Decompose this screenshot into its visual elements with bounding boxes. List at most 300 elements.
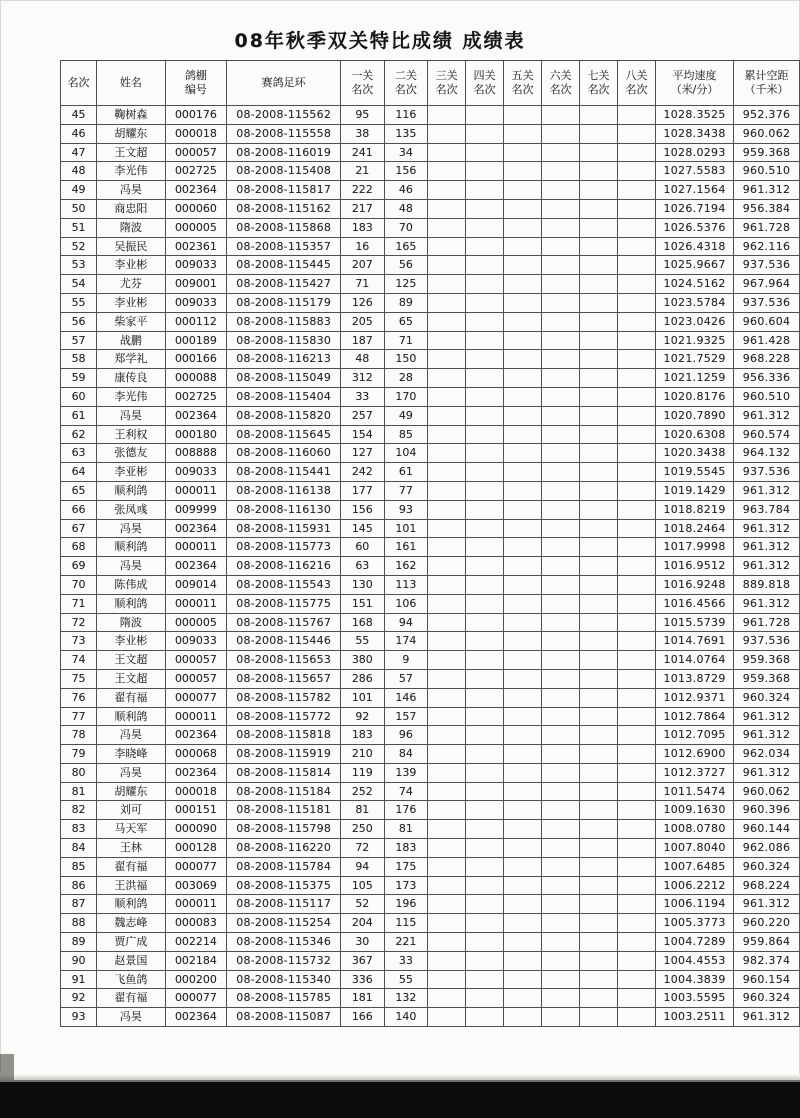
table-row xyxy=(61,293,800,312)
table-row xyxy=(61,651,800,670)
table-cell xyxy=(542,989,580,1008)
table-cell: 94 xyxy=(341,857,385,876)
table-cell: 魏志峰 xyxy=(97,914,165,933)
table-cell: 003069 xyxy=(165,876,227,895)
table-cell: 92 xyxy=(341,707,385,726)
table-cell: 83 xyxy=(61,820,97,839)
table-cell xyxy=(618,463,656,482)
table-cell xyxy=(504,425,542,444)
table-cell xyxy=(542,951,580,970)
table-cell: 002364 xyxy=(165,763,227,782)
table-cell xyxy=(580,669,618,688)
table-cell xyxy=(428,500,466,519)
table-cell: 1004.4553 xyxy=(656,951,734,970)
table-cell: 李业彬 xyxy=(97,632,165,651)
table-row xyxy=(61,895,800,914)
table-cell: 1006.1194 xyxy=(656,895,734,914)
table-cell xyxy=(504,312,542,331)
table-cell xyxy=(428,782,466,801)
header-cell: 五关 名次 xyxy=(504,61,542,106)
table-cell: 000057 xyxy=(165,651,227,670)
table-cell xyxy=(504,669,542,688)
table-cell xyxy=(428,331,466,350)
table-cell xyxy=(580,726,618,745)
table-cell xyxy=(466,839,504,858)
table-cell xyxy=(618,745,656,764)
table-cell: 1011.5474 xyxy=(656,782,734,801)
table-cell xyxy=(580,895,618,914)
table-cell: 000166 xyxy=(165,350,227,369)
table-cell xyxy=(542,293,580,312)
table-cell: 1018.2464 xyxy=(656,519,734,538)
table-cell: 008888 xyxy=(165,444,227,463)
table-cell: 959.864 xyxy=(734,933,800,952)
table-cell xyxy=(428,745,466,764)
table-cell: 李业彬 xyxy=(97,293,165,312)
table-cell: 1025.9667 xyxy=(656,256,734,275)
table-cell: 002361 xyxy=(165,237,227,256)
table-cell: 132 xyxy=(384,989,428,1008)
table-cell: 937.536 xyxy=(734,256,800,275)
table-cell: 1012.7864 xyxy=(656,707,734,726)
table-cell xyxy=(466,444,504,463)
table-cell: 冯昊 xyxy=(97,1008,165,1027)
table-cell: 78 xyxy=(61,726,97,745)
header-cell: 名次 xyxy=(61,61,97,106)
table-cell: 000077 xyxy=(165,688,227,707)
table-cell: 207 xyxy=(341,256,385,275)
table-cell: 937.536 xyxy=(734,632,800,651)
table-cell xyxy=(580,444,618,463)
table-cell xyxy=(580,124,618,143)
table-cell xyxy=(428,707,466,726)
table-cell xyxy=(580,181,618,200)
table-cell xyxy=(504,1008,542,1027)
table-cell: 翟有福 xyxy=(97,989,165,1008)
table-cell: 000128 xyxy=(165,839,227,858)
table-cell: 79 xyxy=(61,745,97,764)
table-cell: 1020.7890 xyxy=(656,406,734,425)
table-cell xyxy=(428,820,466,839)
table-cell: 08-2008-115181 xyxy=(227,801,341,820)
table-cell xyxy=(466,162,504,181)
table-cell xyxy=(542,933,580,952)
table-cell: 204 xyxy=(341,914,385,933)
table-cell: 286 xyxy=(341,669,385,688)
table-cell: 961.312 xyxy=(734,519,800,538)
table-cell xyxy=(580,594,618,613)
table-cell: 1026.5376 xyxy=(656,218,734,237)
table-cell xyxy=(618,369,656,388)
table-cell: 961.312 xyxy=(734,538,800,557)
table-header-row xyxy=(61,61,800,106)
header-cell: 一关 名次 xyxy=(341,61,385,106)
table-cell: 尤芬 xyxy=(97,275,165,294)
table-cell: 960.154 xyxy=(734,970,800,989)
table-cell: 183 xyxy=(384,839,428,858)
table-cell: 002364 xyxy=(165,557,227,576)
table-cell xyxy=(580,707,618,726)
table-cell: 84 xyxy=(384,745,428,764)
table-cell: 1017.9998 xyxy=(656,538,734,557)
table-cell: 李光伟 xyxy=(97,162,165,181)
table-cell: 91 xyxy=(61,970,97,989)
table-cell: 隋波 xyxy=(97,218,165,237)
table-cell xyxy=(580,331,618,350)
table-cell xyxy=(542,500,580,519)
table-cell: 1014.0764 xyxy=(656,651,734,670)
table-cell xyxy=(428,218,466,237)
table-cell: 146 xyxy=(384,688,428,707)
table-cell: 960.510 xyxy=(734,162,800,181)
table-cell: 1016.4566 xyxy=(656,594,734,613)
table-row xyxy=(61,124,800,143)
table-cell: 08-2008-115427 xyxy=(227,275,341,294)
table-cell: 959.368 xyxy=(734,669,800,688)
table-cell xyxy=(504,124,542,143)
table-cell: 08-2008-115184 xyxy=(227,782,341,801)
table-row xyxy=(61,500,800,519)
table-cell: 960.396 xyxy=(734,801,800,820)
table-cell xyxy=(428,463,466,482)
table-cell xyxy=(428,425,466,444)
table-cell: 李亚彬 xyxy=(97,463,165,482)
table-cell: 08-2008-115784 xyxy=(227,857,341,876)
table-row xyxy=(61,331,800,350)
table-cell xyxy=(504,481,542,500)
table-cell xyxy=(580,538,618,557)
table-cell xyxy=(542,707,580,726)
table-cell xyxy=(428,1008,466,1027)
table-cell xyxy=(428,143,466,162)
table-cell: 冯昊 xyxy=(97,519,165,538)
table-cell: 48 xyxy=(341,350,385,369)
table-cell: 李业彬 xyxy=(97,256,165,275)
table-cell: 95 xyxy=(341,106,385,125)
table-cell: 52 xyxy=(341,895,385,914)
table-cell: 002725 xyxy=(165,162,227,181)
table-cell: 000011 xyxy=(165,481,227,500)
table-cell xyxy=(580,350,618,369)
table-cell: 冯昊 xyxy=(97,726,165,745)
table-cell xyxy=(466,801,504,820)
table-cell: 961.312 xyxy=(734,895,800,914)
table-cell xyxy=(504,538,542,557)
table-cell: 赵景国 xyxy=(97,951,165,970)
table-cell xyxy=(580,857,618,876)
table-cell: 1006.2212 xyxy=(656,876,734,895)
table-cell: 960.144 xyxy=(734,820,800,839)
table-cell xyxy=(580,839,618,858)
table-cell: 000077 xyxy=(165,857,227,876)
table-cell xyxy=(428,369,466,388)
table-cell: 08-2008-115404 xyxy=(227,387,341,406)
table-cell: 28 xyxy=(384,369,428,388)
table-cell: 08-2008-116213 xyxy=(227,350,341,369)
table-cell: 000151 xyxy=(165,801,227,820)
table-cell: 960.062 xyxy=(734,782,800,801)
table-cell: 76 xyxy=(61,688,97,707)
table-cell: 63 xyxy=(61,444,97,463)
table-cell xyxy=(618,312,656,331)
table-cell: 962.034 xyxy=(734,745,800,764)
table-cell: 21 xyxy=(341,162,385,181)
table-cell: 000090 xyxy=(165,820,227,839)
table-cell xyxy=(504,857,542,876)
table-cell: 1007.8040 xyxy=(656,839,734,858)
table-cell xyxy=(504,275,542,294)
table-cell xyxy=(618,989,656,1008)
table-cell: 顺利鸽 xyxy=(97,594,165,613)
table-cell xyxy=(428,444,466,463)
table-cell xyxy=(504,199,542,218)
table-row xyxy=(61,970,800,989)
table-cell xyxy=(466,763,504,782)
table-cell: 75 xyxy=(61,669,97,688)
table-cell: 960.062 xyxy=(734,124,800,143)
table-cell xyxy=(618,951,656,970)
table-cell xyxy=(428,632,466,651)
table-cell xyxy=(542,162,580,181)
table-cell: 1020.3438 xyxy=(656,444,734,463)
table-row xyxy=(61,237,800,256)
table-cell: 126 xyxy=(341,293,385,312)
table-cell: 000011 xyxy=(165,538,227,557)
table-cell: 61 xyxy=(384,463,428,482)
table-cell: 961.312 xyxy=(734,181,800,200)
table-cell: 08-2008-115441 xyxy=(227,463,341,482)
table-cell: 961.312 xyxy=(734,557,800,576)
table-cell: 王文超 xyxy=(97,143,165,162)
table-row xyxy=(61,707,800,726)
table-cell: 柴家平 xyxy=(97,312,165,331)
table-cell: 08-2008-115830 xyxy=(227,331,341,350)
table-cell xyxy=(618,839,656,858)
table-cell xyxy=(618,162,656,181)
table-row xyxy=(61,951,800,970)
table-cell xyxy=(580,688,618,707)
table-row xyxy=(61,275,800,294)
table-cell: 127 xyxy=(341,444,385,463)
table-cell: 156 xyxy=(341,500,385,519)
table-cell xyxy=(466,312,504,331)
table-cell: 000112 xyxy=(165,312,227,331)
table-cell: 08-2008-115657 xyxy=(227,669,341,688)
table-cell: 1012.7095 xyxy=(656,726,734,745)
table-cell: 89 xyxy=(384,293,428,312)
table-cell: 61 xyxy=(61,406,97,425)
table-cell: 968.224 xyxy=(734,876,800,895)
table-cell xyxy=(542,763,580,782)
table-cell: 210 xyxy=(341,745,385,764)
table-cell: 86 xyxy=(61,876,97,895)
table-cell xyxy=(618,444,656,463)
table-row xyxy=(61,256,800,275)
table-cell: 64 xyxy=(61,463,97,482)
table-cell: 70 xyxy=(61,575,97,594)
table-cell xyxy=(542,970,580,989)
table-cell: 000011 xyxy=(165,707,227,726)
table-cell xyxy=(542,538,580,557)
table-cell xyxy=(542,1008,580,1027)
table-cell xyxy=(580,1008,618,1027)
table-cell: 009033 xyxy=(165,463,227,482)
table-cell: 250 xyxy=(341,820,385,839)
table-cell xyxy=(428,406,466,425)
table-cell xyxy=(618,350,656,369)
header-cell: 平均速度 （米/分） xyxy=(656,61,734,106)
table-cell xyxy=(504,369,542,388)
table-cell: 08-2008-116130 xyxy=(227,500,341,519)
table-cell: 1014.7691 xyxy=(656,632,734,651)
table-cell: 翟有福 xyxy=(97,857,165,876)
table-cell: 937.536 xyxy=(734,463,800,482)
table-cell xyxy=(580,237,618,256)
header-cell: 七关 名次 xyxy=(580,61,618,106)
table-cell xyxy=(428,594,466,613)
table-row xyxy=(61,557,800,576)
table-cell xyxy=(618,876,656,895)
table-cell xyxy=(580,801,618,820)
table-cell: 08-2008-115357 xyxy=(227,237,341,256)
table-cell: 82 xyxy=(61,801,97,820)
table-cell xyxy=(466,350,504,369)
header-cell: 姓名 xyxy=(97,61,165,106)
table-cell: 968.228 xyxy=(734,350,800,369)
table-cell: 1012.9371 xyxy=(656,688,734,707)
table-cell xyxy=(542,481,580,500)
table-cell: 002364 xyxy=(165,726,227,745)
table-cell: 961.728 xyxy=(734,218,800,237)
table-cell: 08-2008-116060 xyxy=(227,444,341,463)
table-cell xyxy=(466,651,504,670)
table-cell xyxy=(466,857,504,876)
table-cell xyxy=(580,199,618,218)
table-cell: 961.312 xyxy=(734,481,800,500)
table-cell: 1008.0780 xyxy=(656,820,734,839)
table-cell xyxy=(466,876,504,895)
table-cell xyxy=(466,895,504,914)
table-cell: 000018 xyxy=(165,124,227,143)
table-cell: 1019.5545 xyxy=(656,463,734,482)
table-cell xyxy=(542,106,580,125)
table-cell: 冯昊 xyxy=(97,557,165,576)
table-cell xyxy=(428,839,466,858)
table-cell xyxy=(504,632,542,651)
table-cell: 009033 xyxy=(165,632,227,651)
table-cell xyxy=(466,237,504,256)
table-cell: 963.784 xyxy=(734,500,800,519)
table-cell xyxy=(618,688,656,707)
table-cell: 101 xyxy=(341,688,385,707)
table-cell: 93 xyxy=(61,1008,97,1027)
table-cell xyxy=(618,857,656,876)
table-row xyxy=(61,369,800,388)
table-cell xyxy=(618,594,656,613)
table-cell xyxy=(580,914,618,933)
table-cell xyxy=(618,481,656,500)
table-row xyxy=(61,350,800,369)
table-cell: 967.964 xyxy=(734,275,800,294)
table-cell: 16 xyxy=(341,237,385,256)
table-cell: 000060 xyxy=(165,199,227,218)
table-cell: 08-2008-115818 xyxy=(227,726,341,745)
table-cell xyxy=(428,914,466,933)
table-cell xyxy=(618,782,656,801)
table-cell xyxy=(466,331,504,350)
table-cell xyxy=(504,557,542,576)
table-cell xyxy=(466,933,504,952)
table-cell xyxy=(580,312,618,331)
table-cell: 000200 xyxy=(165,970,227,989)
table-cell xyxy=(542,237,580,256)
table-cell xyxy=(504,651,542,670)
table-cell: 1027.1564 xyxy=(656,181,734,200)
table-cell xyxy=(466,500,504,519)
table-cell xyxy=(466,669,504,688)
table-cell: 56 xyxy=(61,312,97,331)
table-cell: 59 xyxy=(61,369,97,388)
table-cell xyxy=(542,914,580,933)
table-cell xyxy=(428,237,466,256)
table-cell: 1026.7194 xyxy=(656,199,734,218)
table-cell: 116 xyxy=(384,106,428,125)
table-cell xyxy=(618,181,656,200)
table-cell xyxy=(618,143,656,162)
table-cell xyxy=(580,218,618,237)
table-cell xyxy=(618,895,656,914)
table-cell: 1015.5739 xyxy=(656,613,734,632)
table-cell xyxy=(542,613,580,632)
table-cell xyxy=(580,162,618,181)
table-cell: 960.604 xyxy=(734,312,800,331)
table-cell: 68 xyxy=(61,538,97,557)
table-cell: 33 xyxy=(341,387,385,406)
table-cell xyxy=(504,876,542,895)
table-cell: 241 xyxy=(341,143,385,162)
table-cell xyxy=(618,500,656,519)
table-cell: 000011 xyxy=(165,594,227,613)
table-cell xyxy=(428,162,466,181)
table-row xyxy=(61,820,800,839)
table-cell xyxy=(580,293,618,312)
table-cell xyxy=(428,350,466,369)
table-cell xyxy=(542,575,580,594)
table-cell xyxy=(428,387,466,406)
table-row xyxy=(61,857,800,876)
table-cell xyxy=(466,425,504,444)
table-cell xyxy=(428,726,466,745)
table-cell xyxy=(466,199,504,218)
table-cell: 45 xyxy=(61,106,97,125)
table-cell: 60 xyxy=(61,387,97,406)
table-cell: 57 xyxy=(384,669,428,688)
header-cell: 累计空距 （千米） xyxy=(734,61,800,106)
table-cell: 08-2008-115179 xyxy=(227,293,341,312)
table-row xyxy=(61,594,800,613)
table-cell: 08-2008-115254 xyxy=(227,914,341,933)
table-cell xyxy=(542,425,580,444)
table-cell: 战鹏 xyxy=(97,331,165,350)
table-cell: 000057 xyxy=(165,669,227,688)
table-cell xyxy=(504,143,542,162)
table-cell: 郑学礼 xyxy=(97,350,165,369)
table-cell xyxy=(466,726,504,745)
table-cell: 72 xyxy=(61,613,97,632)
table-cell: 08-2008-115117 xyxy=(227,895,341,914)
table-cell: 刘可 xyxy=(97,801,165,820)
table-cell: 08-2008-115446 xyxy=(227,632,341,651)
